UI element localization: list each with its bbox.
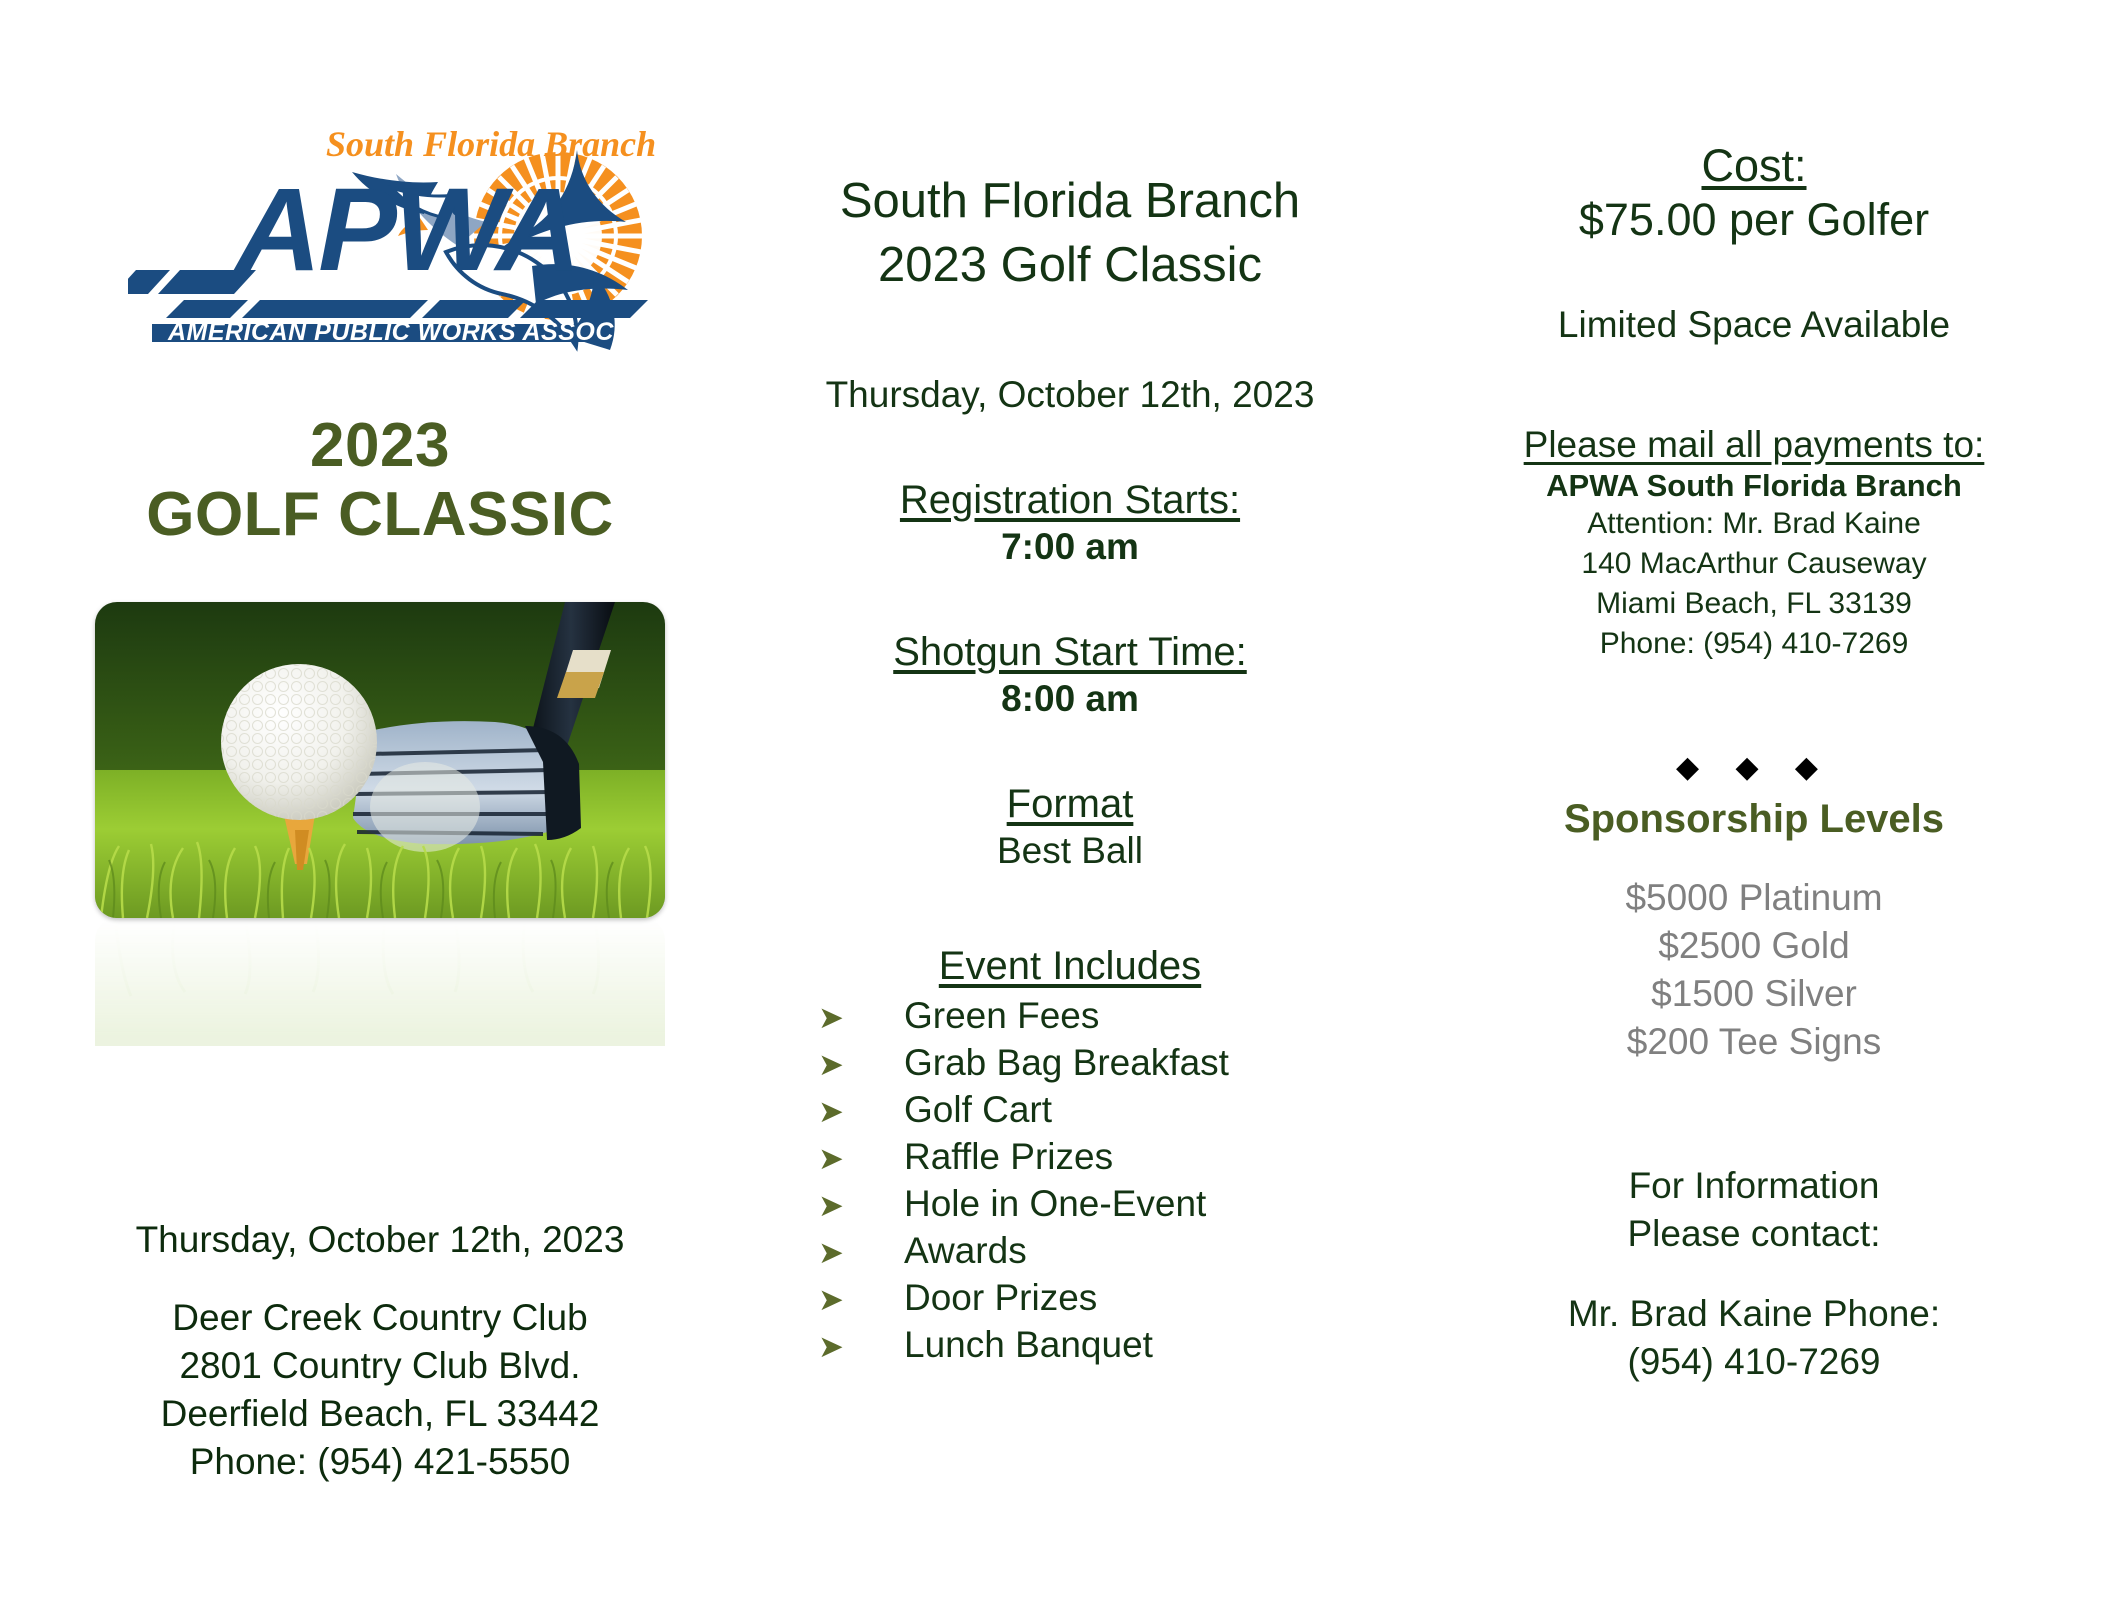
left-event-date: Thursday, October 12th, 2023: [135, 1218, 625, 1260]
sponsorship-levels: [1380, 874, 2128, 1066]
event-includes-item: [818, 1322, 1380, 1369]
info-line-1: For Information: [1628, 1164, 1880, 1206]
event-includes-item: [818, 993, 1380, 1040]
event-title-line1: South Florida Branch: [839, 174, 1301, 228]
mail-attention: Attention: Mr. Brad Kaine: [1587, 507, 1921, 540]
diamond-separator-icon: ◆ ◆ ◆: [1676, 750, 1832, 784]
event-includes-item-label: Grab Bag Breakfast: [904, 1042, 1229, 1084]
event-includes-item-label: Awards: [904, 1230, 1027, 1272]
arrow-bullet-icon: ➤: [818, 1188, 844, 1224]
sponsorship-level-tee-signs: $200 Tee Signs: [1626, 1020, 1882, 1062]
golf-ball-photo-graphic: [95, 602, 665, 918]
event-includes-item-label: Hole in One-Event: [904, 1183, 1207, 1225]
golf-photo-reflection-graphic: [95, 918, 665, 1046]
registration-section: [760, 478, 1380, 568]
event-includes-item: [818, 1134, 1380, 1181]
event-includes-item: [818, 1040, 1380, 1087]
arrow-bullet-icon: ➤: [818, 1282, 844, 1318]
venue-name: Deer Creek Country Club: [172, 1296, 588, 1338]
center-event-date: Thursday, October 12th, 2023: [825, 374, 1315, 416]
right-column: [1380, 0, 2128, 1600]
arrow-bullet-icon: ➤: [818, 1047, 844, 1083]
limited-space-note: Limited Space Available: [1557, 304, 1951, 345]
arrow-bullet-icon: ➤: [818, 1141, 844, 1177]
apwa-wordmark: [128, 164, 648, 342]
mail-organization: APWA South Florida Branch: [1546, 468, 1962, 503]
arrow-bullet-icon: ➤: [818, 1329, 844, 1365]
format-value: Best Ball: [996, 830, 1143, 872]
registration-label: Registration Starts:: [899, 478, 1241, 523]
shotgun-label: Shotgun Start Time:: [893, 630, 1247, 675]
golf-photo-reflection: [95, 918, 665, 1046]
svg-text:APWA: APWA: [236, 164, 578, 296]
mail-payments-label: Please mail all payments to:: [1523, 424, 1985, 465]
event-includes-label: Event Includes: [938, 944, 1202, 989]
contact-name-phone-label: Mr. Brad Kaine Phone:: [1567, 1293, 1941, 1335]
logo-branch-text: South Florida Branch: [326, 124, 657, 164]
left-title-year: 2023: [310, 411, 450, 480]
sponsorship-level-platinum: $5000 Platinum: [1625, 876, 1883, 918]
golf-photo-block: [95, 602, 665, 1046]
arrow-bullet-icon: ➤: [818, 1094, 844, 1130]
sponsorship-level-gold: $2500 Gold: [1658, 924, 1850, 966]
left-title: [0, 411, 760, 550]
event-includes-item: [818, 1228, 1380, 1275]
sponsorship-label: Sponsorship Levels: [1563, 796, 1945, 841]
golf-ball-photo: [95, 602, 665, 918]
format-label: Format: [1006, 782, 1134, 827]
event-includes-item-label: Green Fees: [904, 995, 1100, 1037]
info-line-2: Please contact:: [1627, 1213, 1881, 1255]
arrow-bullet-icon: ➤: [818, 1000, 844, 1036]
information-block: [1380, 1162, 2128, 1386]
event-includes-item-label: Golf Cart: [904, 1089, 1053, 1131]
event-title-line2: 2023 Golf Classic: [877, 237, 1262, 292]
center-column: [760, 0, 1380, 1600]
left-column: [0, 0, 760, 1600]
cost-label: Cost:: [1701, 140, 1807, 191]
apwa-logo-graphic: [128, 118, 728, 353]
event-includes-section: [760, 944, 1380, 1369]
left-details: [0, 1216, 760, 1486]
apwa-logo: [128, 118, 728, 353]
event-includes-item-label: Lunch Banquet: [904, 1324, 1153, 1366]
mail-street: 140 MacArthur Causeway: [1581, 546, 1927, 580]
logo-tagline-text: AMERICAN PUBLIC WORKS ASSOCIATION: [168, 318, 700, 346]
left-title-name: GOLF CLASSIC: [146, 480, 614, 550]
event-includes-item-label: Raffle Prizes: [904, 1136, 1114, 1178]
venue-phone: Phone: (954) 421-5550: [189, 1441, 571, 1483]
format-section: [760, 782, 1380, 872]
venue-city: Deerfield Beach, FL 33442: [160, 1393, 600, 1435]
event-includes-list: [760, 993, 1380, 1369]
shotgun-section: [760, 630, 1380, 720]
golf-ball: [221, 664, 377, 820]
cost-value: $75.00 per Golfer: [1578, 194, 1930, 245]
registration-time: 7:00 am: [1001, 526, 1139, 568]
event-includes-item: [818, 1275, 1380, 1322]
arrow-bullet-icon: ➤: [818, 1235, 844, 1271]
event-includes-item: [818, 1087, 1380, 1134]
shotgun-time: 8:00 am: [1001, 678, 1139, 720]
mail-city: Miami Beach, FL 33139: [1596, 586, 1912, 620]
contact-phone-number: (954) 410-7269: [1627, 1341, 1881, 1383]
mail-phone: Phone: (954) 410-7269: [1599, 626, 1909, 660]
event-includes-item: [818, 1181, 1380, 1228]
venue-street: 2801 Country Club Blvd.: [179, 1345, 581, 1387]
event-title: [760, 170, 1380, 297]
event-includes-item-label: Door Prizes: [904, 1277, 1098, 1319]
sponsorship-level-silver: $1500 Silver: [1651, 972, 1857, 1014]
